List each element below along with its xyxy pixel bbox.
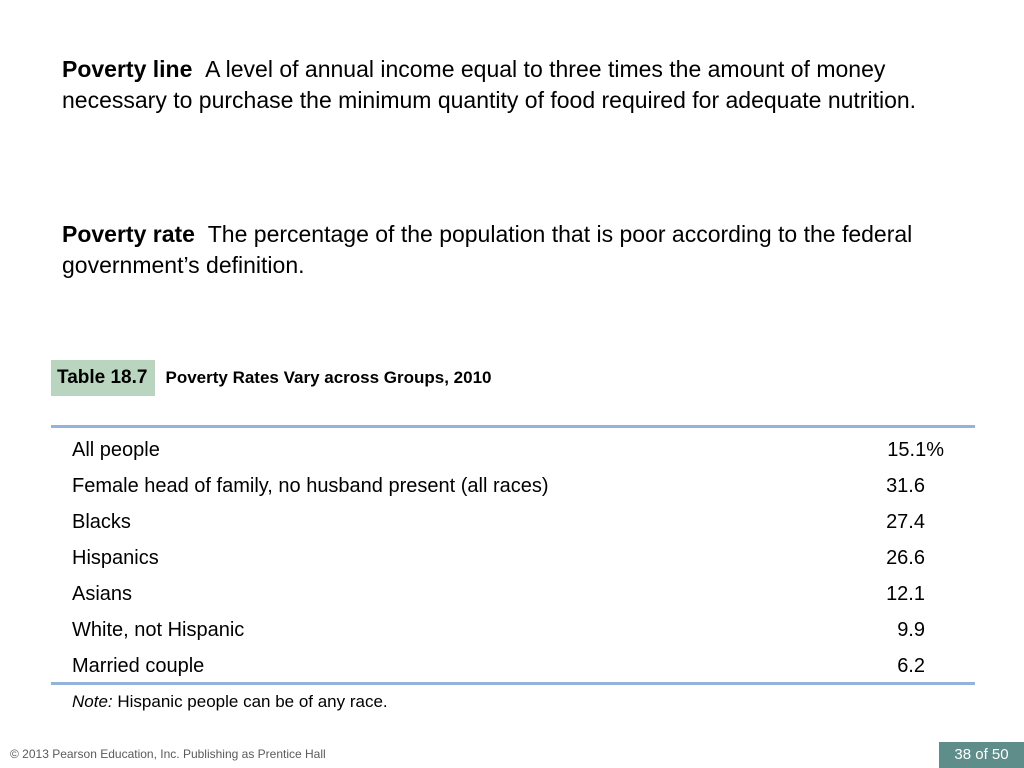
definition-text: A level of annual income equal to three times the amount of money necessary to purchase the minimum quantity of food required for adequate nutrition. [62, 56, 917, 113]
table-row [51, 576, 975, 612]
table-row [51, 432, 975, 468]
row-label: Hispanics [72, 547, 159, 569]
table-caption [51, 360, 492, 396]
copyright-footer: © 2013 Pearson Education, Inc. Publishing as Prentice Hall [10, 747, 326, 761]
row-value: 31.6 [886, 475, 925, 497]
row-label: Married couple [72, 655, 205, 677]
row-value: 15.1% [887, 439, 944, 461]
definition-term: Poverty rate [62, 221, 195, 247]
table-number-tag: Table 18.7 [51, 360, 155, 396]
table-row [51, 540, 975, 576]
row-label: Asians [72, 583, 133, 605]
row-label: All people [72, 439, 160, 461]
definition-poverty-line [62, 54, 992, 115]
table-row [51, 612, 975, 648]
table-bottom-rule [51, 682, 975, 685]
page-number-badge: 38 of 50 [939, 742, 1024, 768]
row-value: 27.4 [886, 511, 925, 533]
table-row [51, 468, 975, 504]
table-top-rule [51, 425, 975, 428]
table-note [72, 692, 388, 712]
poverty-rates-table [51, 432, 975, 684]
row-value: 9.9 [897, 619, 925, 641]
row-value: 12.1 [886, 583, 925, 605]
row-label: Female head of family, no husband present (all races) [72, 475, 549, 497]
table-row [51, 504, 975, 540]
note-label: Note: [72, 692, 113, 711]
row-label: White, not Hispanic [72, 619, 245, 641]
row-label: Blacks [72, 511, 131, 533]
note-text: Hispanic people can be of any race. [117, 692, 388, 711]
definition-poverty-rate [62, 219, 992, 280]
row-value: 6.2 [897, 655, 925, 677]
row-value: 26.6 [886, 547, 925, 569]
definition-text: The percentage of the population that is poor according to the federal government’s definition. [62, 221, 913, 278]
definition-term: Poverty line [62, 56, 193, 82]
table-title: Poverty Rates Vary across Groups, 2010 [165, 368, 492, 387]
table-row [51, 648, 975, 684]
